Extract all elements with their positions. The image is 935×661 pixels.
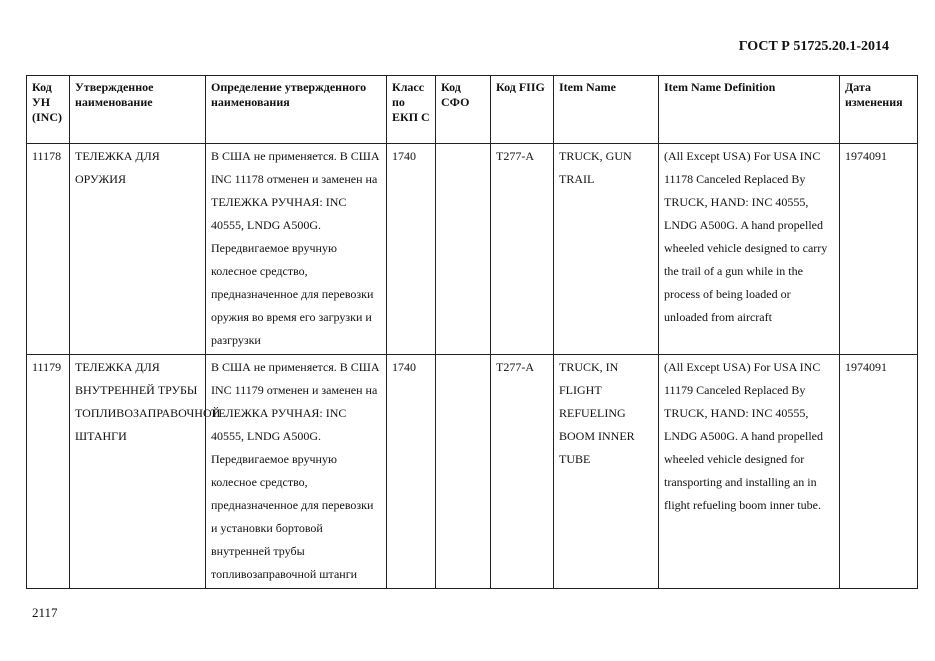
- column-header-inc: Код УН (INC): [27, 76, 70, 144]
- cell-inc: 11179: [27, 355, 70, 589]
- page-number: 2117: [32, 605, 58, 620]
- cell-approved-name: ТЕЛЕЖКА ДЛЯ ОРУЖИЯ: [70, 144, 206, 355]
- column-header-class: Класс по ЕКП С: [387, 76, 436, 144]
- table-row: [27, 355, 918, 589]
- cell-item-name: TRUCK, GUN TRAIL: [554, 144, 659, 355]
- column-header-change-date: Дата изменения: [840, 76, 918, 144]
- cell-fiig: T277-A: [491, 355, 554, 589]
- cell-item-name-definition: (All Except USA) For USA INC 11179 Canceled Replaced By TRUCK, HAND: INC 40555, LNDG A500G. A hand propelled wheeled vehicle designed for transporting and installing an in flight refueling boom inner tube.: [659, 355, 840, 589]
- column-header-item-name: Item Name: [554, 76, 659, 144]
- cell-change-date: 1974091: [840, 355, 918, 589]
- column-header-approved-name: Утвержденное наименование: [70, 76, 206, 144]
- table-header-row: [27, 76, 918, 144]
- table-row: [27, 144, 918, 355]
- cell-change-date: 1974091: [840, 144, 918, 355]
- cell-fiig: T277-A: [491, 144, 554, 355]
- column-header-sfo: Код СФО: [436, 76, 491, 144]
- cell-definition: В США не применяется. В США INC 11179 отменен и заменен на ТЕЛЕЖКА РУЧНАЯ: INC 40555, LNDG A500G. Передвигаемое вручную колесное средство, предназначенное для перевозки и установки бортовой внутренней трубы топливозаправочной штанги: [206, 355, 387, 589]
- cell-inc: 11178: [27, 144, 70, 355]
- column-header-fiig: Код FIIG: [491, 76, 554, 144]
- cell-approved-name: ТЕЛЕЖКА ДЛЯ ВНУТРЕННЕЙ ТРУБЫ ТОПЛИВОЗАПРАВОЧНОЙ ШТАНГИ: [70, 355, 206, 589]
- cell-sfo: [436, 144, 491, 355]
- inc-table: [26, 75, 918, 589]
- column-header-item-name-definition: Item Name Definition: [659, 76, 840, 144]
- cell-sfo: [436, 355, 491, 589]
- cell-class: 1740: [387, 144, 436, 355]
- column-header-definition: Определение утвержденного наименования: [206, 76, 387, 144]
- cell-class: 1740: [387, 355, 436, 589]
- cell-item-name-definition: (All Except USA) For USA INC 11178 Canceled Replaced By TRUCK, HAND: INC 40555, LNDG A500G. A hand propelled wheeled vehicle designed to carry the trail of a gun while in the process of being loaded or unloaded from aircraft: [659, 144, 840, 355]
- document-code: ГОСТ Р 51725.20.1-2014: [738, 39, 889, 54]
- cell-item-name: TRUCK, IN FLIGHT REFUELING BOOM INNER TUBE: [554, 355, 659, 589]
- cell-definition: В США не применяется. В США INC 11178 отменен и заменен на ТЕЛЕЖКА РУЧНАЯ: INC 40555, LNDG A500G. Передвигаемое вручную колесное средство, предназначенное для перевозки оружия во время его загрузки и разгрузки: [206, 144, 387, 355]
